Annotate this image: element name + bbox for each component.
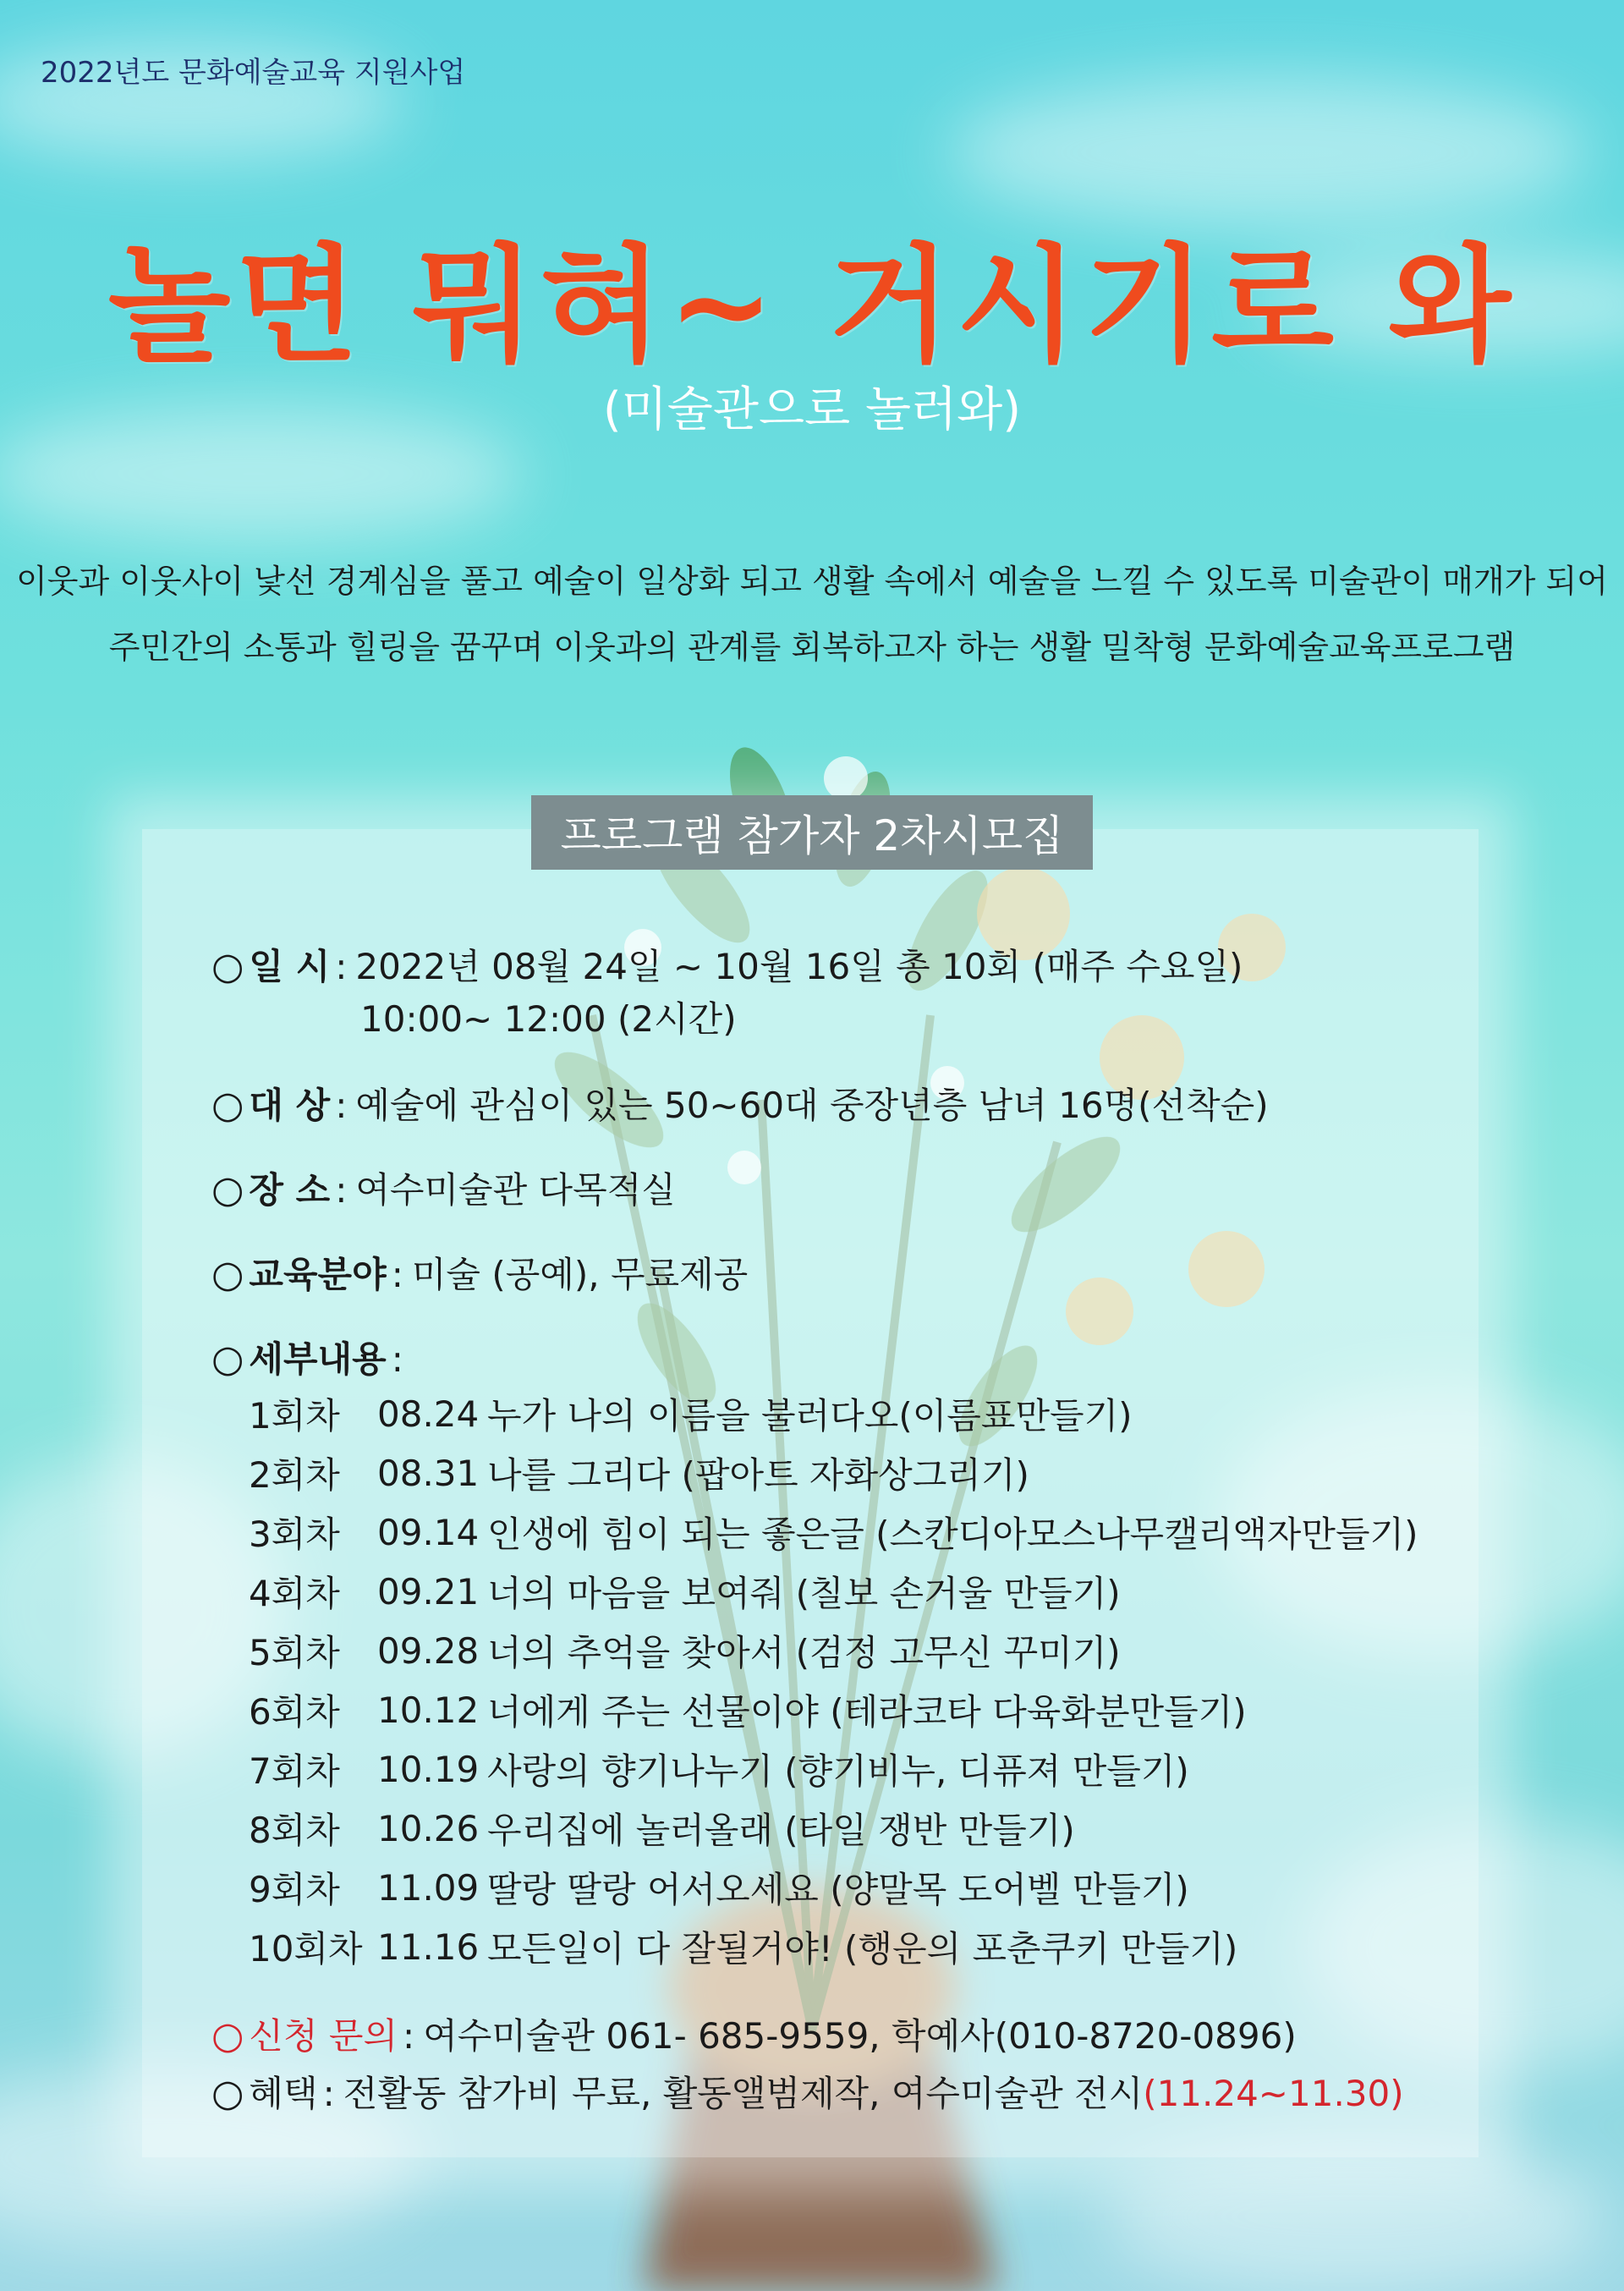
session-number: 5회차 (249, 1632, 340, 1673)
poster-title: 놀면 뭐혀~ 거시기로 와 (107, 233, 1517, 380)
session-number: 4회차 (249, 1573, 340, 1614)
time-row (211, 992, 1480, 1044)
session-date: 11.09 (377, 1866, 480, 1909)
circle-bullet-icon: ○ (211, 2072, 244, 2115)
colon: : (391, 1254, 403, 1295)
date-row (211, 939, 1480, 992)
colon: : (391, 1338, 403, 1380)
session-number: 8회차 (249, 1810, 340, 1851)
recruitment-banner: 프로그램 참가자 2차시모집 (531, 795, 1093, 870)
intro-line: 주민간의 소통과 힐링을 꿈꾸며 이웃과의 관계를 회복하고자 하는 생활 밀착형 문화예술교육프로그램 (108, 629, 1516, 666)
contact-label: 신청 문의 (249, 2015, 398, 2057)
field-row (211, 1247, 1480, 1299)
colon: : (403, 2015, 415, 2057)
session-number: 3회차 (249, 1514, 340, 1555)
benefit-label: 혜택 (249, 2073, 318, 2114)
target-row (211, 1078, 1480, 1130)
schedule-item (249, 1739, 1480, 1799)
circle-bullet-icon: ○ (211, 945, 244, 988)
session-date: 10.26 (377, 1807, 480, 1849)
program-details (211, 939, 1480, 2118)
colon: : (335, 946, 348, 987)
session-description: 누가 나의 이름을 불러다오(이름표만들기) (487, 1395, 1133, 1437)
schedule-item (249, 1858, 1480, 1917)
session-date: 09.28 (377, 1629, 480, 1672)
place-label: 장 소 (249, 1169, 331, 1211)
session-date: 08.31 (377, 1452, 480, 1494)
schedule-item (249, 1384, 1480, 1443)
field-label: 교육분야 (249, 1254, 387, 1295)
exhibition-dates: (11.24~11.30) (1143, 2073, 1404, 2114)
place-value: 여수미술관 다목적실 (355, 1169, 676, 1211)
intro-line: 이웃과 이웃사이 낯선 경계심을 풀고 예술이 일상화 되고 생활 속에서 예술을 느낄 수 있도록 미술관이 매개가 되어 (16, 563, 1608, 600)
poster-subtitle: (미술관으로 놀러와) (602, 382, 1022, 437)
session-description: 너에게 주는 선물이야 (테라코타 다육화분만들기) (487, 1691, 1247, 1733)
circle-bullet-icon: ○ (211, 1338, 244, 1381)
detail-label: 세부내용 (249, 1338, 387, 1380)
session-date: 11.16 (377, 1926, 480, 1968)
circle-bullet-icon: ○ (211, 2014, 244, 2058)
program-sponsor-label: 2022년도 문화예술교육 지원사업 (41, 56, 466, 90)
schedule-item (249, 1621, 1480, 1680)
schedule-item (249, 1503, 1480, 1562)
schedule-item (249, 1562, 1480, 1621)
benefit-row (211, 2066, 1480, 2118)
contact-value: 여수미술관 061- 685-9559, 학예사(010-8720-0896) (423, 2015, 1297, 2057)
session-number: 9회차 (249, 1869, 340, 1910)
session-date: 10.19 (377, 1748, 480, 1790)
place-row (211, 1162, 1480, 1215)
schedule-item (249, 1799, 1480, 1858)
time-value: 10:00~ 12:00 (2시간) (360, 998, 737, 1040)
session-date: 09.21 (377, 1570, 480, 1612)
contact-row (211, 2008, 1480, 2061)
session-number: 7회차 (249, 1750, 340, 1792)
session-number: 2회차 (249, 1454, 340, 1496)
session-description: 너의 마음을 보여줘 (칠보 손거울 만들기) (487, 1573, 1121, 1614)
field-value: 미술 (공예), 무료제공 (411, 1254, 749, 1295)
colon: : (335, 1085, 348, 1126)
session-description: 나를 그리다 (팝아트 자화상그리기) (487, 1454, 1029, 1496)
session-date: 08.24 (377, 1393, 480, 1435)
session-description: 딸랑 딸랑 어서오세요 (양말목 도어벨 만들기) (487, 1869, 1189, 1910)
schedule-item (249, 1680, 1480, 1739)
circle-bullet-icon: ○ (211, 1168, 244, 1211)
benefit-value: 전활동 참가비 무료, 활동앨범제작, 여수미술관 전시 (343, 2073, 1144, 2114)
target-label: 대 상 (249, 1085, 331, 1126)
date-label: 일 시 (249, 946, 331, 987)
session-number: 6회차 (249, 1691, 340, 1733)
session-date: 09.14 (377, 1511, 480, 1553)
session-number: 10회차 (249, 1928, 363, 1970)
session-description: 너의 추억을 찾아서 (검정 고무신 꾸미기) (487, 1632, 1121, 1673)
session-description: 모든일이 다 잘될거야! (행운의 포춘쿠키 만들기) (487, 1928, 1238, 1970)
target-value: 예술에 관심이 있는 50~60대 중장년층 남녀 16명(선착순) (355, 1085, 1269, 1126)
schedule-item (249, 1917, 1480, 1976)
session-description: 인생에 힘이 되는 좋은글 (스칸디아모스나무캘리액자만들기) (487, 1514, 1418, 1555)
circle-bullet-icon: ○ (211, 1084, 244, 1127)
session-number: 1회차 (249, 1395, 340, 1437)
date-value: 2022년 08월 24일 ~ 10월 16일 총 10회 (매주 수요일) (355, 946, 1243, 987)
session-date: 10.12 (377, 1689, 480, 1731)
session-description: 우리집에 놀러올래 (타일 쟁반 만들기) (487, 1810, 1075, 1851)
session-description: 사랑의 향기나누기 (향기비누, 디퓨져 만들기) (487, 1750, 1189, 1792)
detail-row (211, 1332, 1480, 1384)
intro-text (0, 548, 1624, 680)
schedule-item (249, 1443, 1480, 1503)
colon: : (322, 2073, 335, 2114)
schedule-list (211, 1384, 1480, 1976)
circle-bullet-icon: ○ (211, 1253, 244, 1296)
colon: : (335, 1169, 348, 1211)
